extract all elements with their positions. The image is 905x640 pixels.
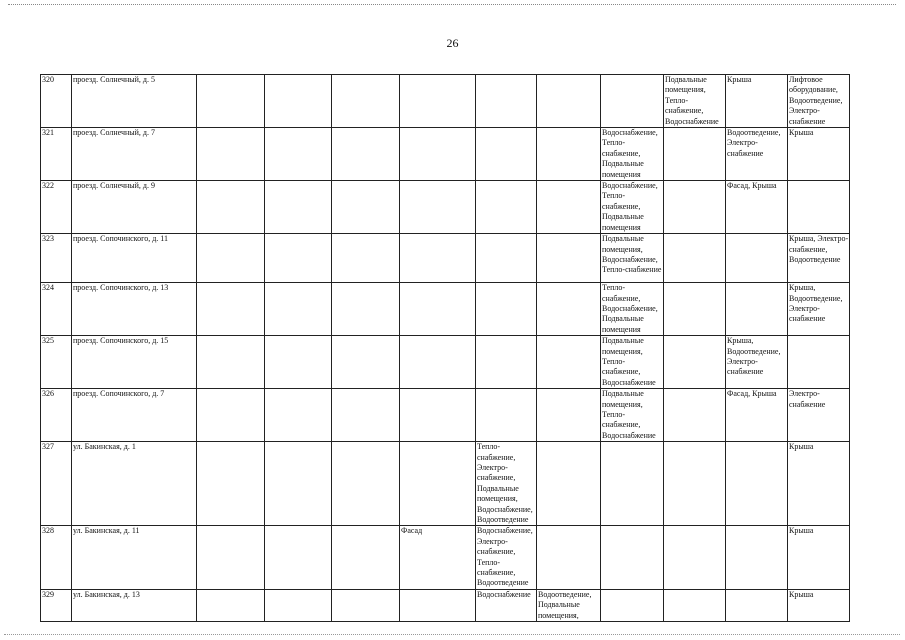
work-type-cell	[265, 589, 332, 621]
work-type-cell	[400, 442, 476, 526]
work-type-cell	[197, 389, 265, 442]
work-type-cell	[332, 526, 400, 589]
row-number: 324	[41, 283, 72, 336]
work-type-cell	[265, 128, 332, 181]
row-number: 320	[41, 75, 72, 128]
work-type-cell: Фасад	[400, 526, 476, 589]
work-type-cell	[332, 589, 400, 621]
work-type-cell	[664, 389, 726, 442]
work-type-cell	[664, 283, 726, 336]
table-row	[41, 283, 850, 336]
work-type-cell	[197, 442, 265, 526]
address-cell: ул. Бакинская, д. 1	[72, 442, 197, 526]
address-cell: проезд. Солнечный, д. 5	[72, 75, 197, 128]
work-type-cell	[537, 181, 601, 234]
work-type-cell	[476, 128, 537, 181]
work-type-cell: Крыша, Водоотведение, Электро-снабжение	[788, 283, 850, 336]
work-type-cell	[537, 389, 601, 442]
row-number: 328	[41, 526, 72, 589]
address-cell: ул. Бакинская, д. 11	[72, 526, 197, 589]
work-type-cell	[726, 234, 788, 283]
work-type-cell	[197, 234, 265, 283]
top-scan-edge	[8, 4, 896, 5]
row-number: 326	[41, 389, 72, 442]
work-type-cell	[664, 336, 726, 389]
address-cell: ул. Бакинская, д. 13	[72, 589, 197, 621]
work-type-cell	[537, 336, 601, 389]
address-cell: проезд. Сопочинского, д. 13	[72, 283, 197, 336]
work-type-cell: Тепло-снабжение, Водоснабжение, Подвальные помещения	[601, 283, 664, 336]
work-type-cell	[476, 75, 537, 128]
work-type-cell	[726, 526, 788, 589]
work-type-cell: Подвальные помещения, Водоснабжение, Тепло-снабжение	[601, 234, 664, 283]
row-number: 321	[41, 128, 72, 181]
work-type-cell	[332, 234, 400, 283]
work-type-cell	[400, 75, 476, 128]
work-type-cell	[265, 336, 332, 389]
work-type-cell	[537, 283, 601, 336]
table-row	[41, 336, 850, 389]
work-type-cell	[664, 128, 726, 181]
work-type-cell	[265, 234, 332, 283]
work-type-cell: Крыша	[788, 128, 850, 181]
work-type-cell	[400, 389, 476, 442]
work-type-cell: Подвальные помещения, Тепло-снабжение, Водоснабжение	[601, 336, 664, 389]
row-number: 323	[41, 234, 72, 283]
work-type-cell	[476, 283, 537, 336]
work-type-cell	[197, 128, 265, 181]
repair-schedule-table	[40, 74, 850, 622]
work-type-cell	[400, 283, 476, 336]
work-type-cell	[197, 181, 265, 234]
work-type-cell	[332, 389, 400, 442]
work-type-cell: Крыша	[788, 526, 850, 589]
address-cell: проезд. Сопочинского, д. 15	[72, 336, 197, 389]
work-type-cell	[197, 589, 265, 621]
work-type-cell	[265, 526, 332, 589]
work-type-cell	[197, 283, 265, 336]
work-type-cell	[332, 181, 400, 234]
work-type-cell: Электро-снабжение	[788, 389, 850, 442]
row-number: 322	[41, 181, 72, 234]
work-type-cell	[265, 283, 332, 336]
work-type-cell	[476, 389, 537, 442]
work-type-cell: Водоснабжение, Тепло-снабжение, Подвальные помещения	[601, 128, 664, 181]
work-type-cell	[197, 526, 265, 589]
work-type-cell	[476, 336, 537, 389]
work-type-cell	[265, 181, 332, 234]
work-type-cell	[726, 283, 788, 336]
work-type-cell	[332, 442, 400, 526]
work-type-cell: Подвальные помещения, Тепло-снабжение, Водоснабжение	[601, 389, 664, 442]
address-cell: проезд. Солнечный, д. 7	[72, 128, 197, 181]
work-type-cell	[265, 442, 332, 526]
work-type-cell: Тепло-снабжение, Электро-снабжение, Подвальные помещения, Водоснабжение, Водоотведение	[476, 442, 537, 526]
work-type-cell: Водоснабжение, Тепло-снабжение, Подвальные помещения	[601, 181, 664, 234]
work-type-cell: Крыша, Электро-снабжение, Водоотведение	[788, 234, 850, 283]
work-type-cell	[400, 128, 476, 181]
work-type-cell	[332, 128, 400, 181]
work-type-cell	[332, 283, 400, 336]
table-row	[41, 526, 850, 589]
table-row	[41, 589, 850, 621]
work-type-cell	[788, 181, 850, 234]
table-row	[41, 442, 850, 526]
work-type-cell	[400, 234, 476, 283]
work-type-cell: Крыша	[788, 589, 850, 621]
work-type-cell: Водоотведение, Электро-снабжение	[726, 128, 788, 181]
work-type-cell	[537, 526, 601, 589]
work-type-cell	[601, 589, 664, 621]
work-type-cell	[400, 589, 476, 621]
row-number: 325	[41, 336, 72, 389]
work-type-cell	[197, 75, 265, 128]
work-type-cell: Подвальные помещения, Тепло-снабжение, Водоснабжение	[664, 75, 726, 128]
table-row	[41, 181, 850, 234]
work-type-cell	[537, 128, 601, 181]
work-type-cell: Крыша	[788, 442, 850, 526]
table-row	[41, 234, 850, 283]
work-type-cell: Крыша, Водоотведение, Электро-снабжение	[726, 336, 788, 389]
work-type-cell	[476, 181, 537, 234]
work-type-cell	[537, 75, 601, 128]
work-type-cell: Водоснабжение, Электро-снабжение, Тепло-снабжение, Водоотведение	[476, 526, 537, 589]
work-type-cell	[476, 234, 537, 283]
work-type-cell	[664, 589, 726, 621]
work-type-cell	[400, 181, 476, 234]
bottom-scan-edge	[4, 634, 900, 635]
row-number: 329	[41, 589, 72, 621]
work-type-cell	[601, 526, 664, 589]
work-type-cell	[197, 336, 265, 389]
row-number: 327	[41, 442, 72, 526]
page-number: 26	[446, 36, 459, 50]
work-type-cell: Фасад, Крыша	[726, 181, 788, 234]
work-type-cell: Водоотведение, Подвальные помещения,	[537, 589, 601, 621]
address-cell: проезд. Сопочинского, д. 7	[72, 389, 197, 442]
work-type-cell: Фасад, Крыша	[726, 389, 788, 442]
work-type-cell	[332, 75, 400, 128]
work-type-cell	[788, 336, 850, 389]
work-type-cell	[265, 75, 332, 128]
table-row	[41, 75, 850, 128]
work-type-cell	[664, 181, 726, 234]
work-type-cell: Водоснабжение	[476, 589, 537, 621]
address-cell: проезд. Сопочинского, д. 11	[72, 234, 197, 283]
work-type-cell	[601, 75, 664, 128]
table-row	[41, 128, 850, 181]
work-type-cell	[664, 234, 726, 283]
table-row	[41, 389, 850, 442]
address-cell: проезд. Солнечный, д. 9	[72, 181, 197, 234]
work-type-cell	[537, 442, 601, 526]
work-type-cell	[537, 234, 601, 283]
work-type-cell	[726, 442, 788, 526]
work-type-cell	[664, 526, 726, 589]
work-type-cell	[265, 389, 332, 442]
work-type-cell	[726, 589, 788, 621]
work-type-cell: Крыша	[726, 75, 788, 128]
work-type-cell	[664, 442, 726, 526]
work-type-cell	[400, 336, 476, 389]
work-type-cell	[332, 336, 400, 389]
work-type-cell: Лифтовое оборудование, Водоотведение, Электро-снабжение	[788, 75, 850, 128]
work-type-cell	[601, 442, 664, 526]
